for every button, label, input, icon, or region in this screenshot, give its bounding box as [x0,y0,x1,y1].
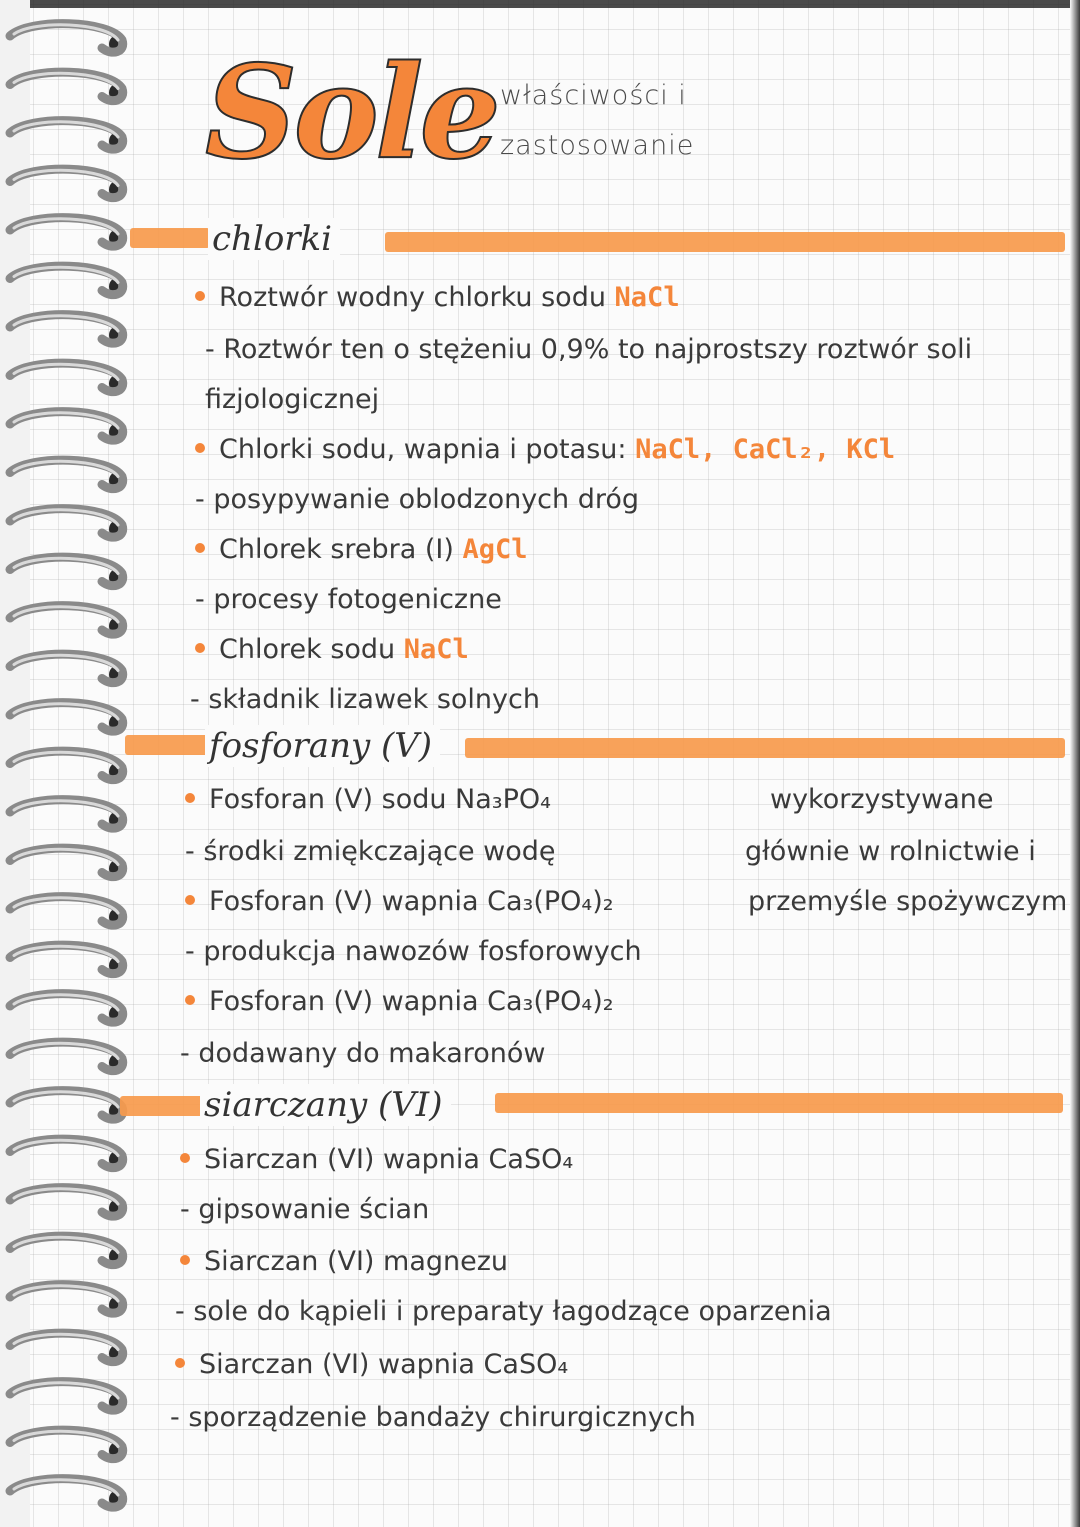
highlight-bar-left [120,1096,205,1116]
chemical-formula: NaCl [403,634,469,665]
highlight-bar-left [125,735,210,755]
page-title: Sole [205,38,497,188]
list-item: Chlorki sodu, wapnia i potasu: NaCl, CaCl₂, KCl [195,430,895,470]
bullet-dot [195,291,205,301]
bullet-dot [195,643,205,653]
list-item: Siarczan (VI) magnezu [180,1242,508,1282]
side-note-line: wykorzystywane [770,784,994,815]
bullet-dot [195,543,205,553]
side-note-line: przemyśle spożywczym [748,886,1068,917]
bullet-dot [185,995,195,1005]
list-item: - posypywanie oblodzonych dróg [195,484,640,515]
list-item: - Roztwór ten o stężeniu 0,9% to najprostszy roztwór soli [205,334,973,365]
highlight-bar-left [130,228,210,248]
side-note-line: głównie w rolnictwie i [745,836,1036,867]
list-item: Siarczan (VI) wapnia CaSO₄ [180,1140,573,1180]
list-item: - procesy fotogeniczne [195,584,502,615]
chemical-formula: NaCl, CaCl₂, KCl [635,434,896,465]
list-item: - środki zmiękczające wodę [185,836,556,867]
list-item: - gipsowanie ścian [180,1194,430,1225]
list-item: - składnik lizawek solnych [190,684,540,715]
page-right-edge [1070,0,1080,1527]
bullet-dot [180,1153,190,1163]
list-item: - sporządzenie bandaży chirurgicznych [170,1402,696,1433]
highlight-bar-right [465,738,1065,758]
list-item: Siarczan (VI) wapnia CaSO₄ [175,1345,568,1385]
page-top-edge [0,0,1080,8]
list-item: Fosforan (V) sodu Na₃PO₄ [185,780,551,820]
list-item: fizjologicznej [205,384,380,415]
bullet-dot [195,443,205,453]
list-item: Fosforan (V) wapnia Ca₃(PO₄)₂ [185,982,614,1022]
section-heading-chlorki: chlorki [208,218,340,260]
bullet-dot [175,1358,185,1368]
bullet-dot [180,1255,190,1265]
list-item: Roztwór wodny chlorku sodu NaCl [195,278,680,318]
bullet-dot [185,793,195,803]
list-item: Chlorek sodu NaCl [195,630,469,670]
list-item: - produkcja nawozów fosforowych [185,936,642,967]
highlight-bar-right [385,232,1065,252]
subtitle-line-2: zastosowanie [500,130,695,161]
subtitle-line-1: właściwości i [500,80,687,111]
bullet-dot [185,895,195,905]
chemical-formula: NaCl [614,282,680,313]
section-heading-siarczany: siarczany (VI) [200,1084,451,1126]
list-item: Fosforan (V) wapnia Ca₃(PO₄)₂ [185,882,614,922]
section-heading-fosforany: fosforany (V) [205,725,440,767]
list-item: - dodawany do makaronów [180,1038,546,1069]
highlight-bar-right [495,1093,1063,1113]
chemical-formula: AgCl [462,534,528,565]
list-item: Chlorek srebra (I) AgCl [195,530,528,570]
spiral-binding [0,0,150,1527]
list-item: - sole do kąpieli i preparaty łagodzące oparzenia [175,1296,832,1327]
